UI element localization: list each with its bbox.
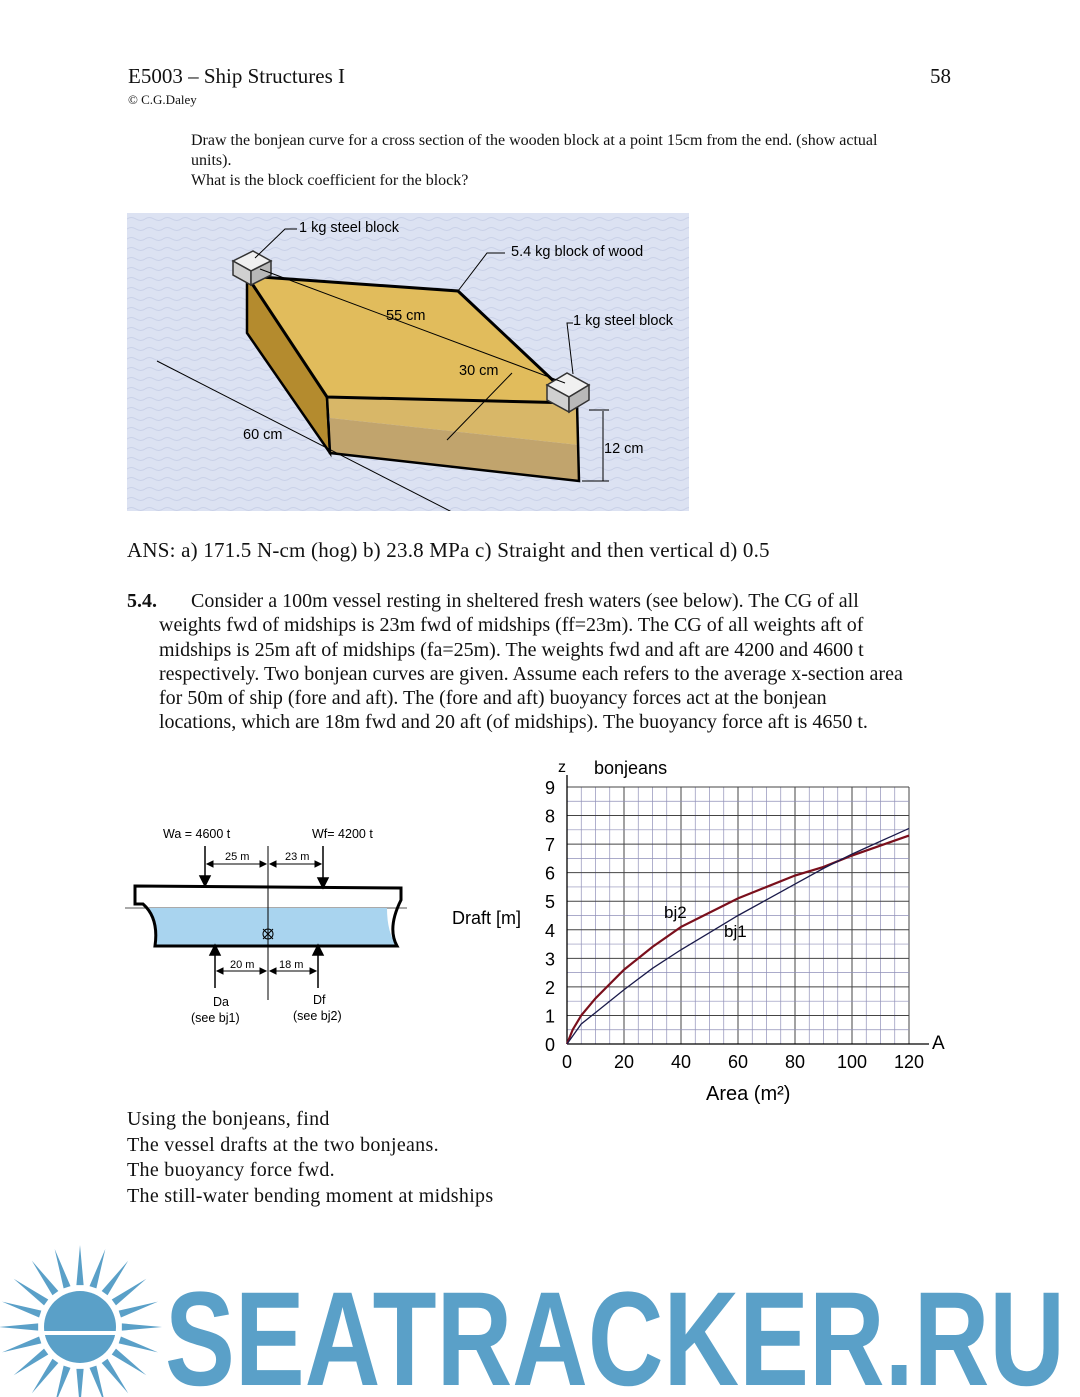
sun-ray: [14, 1349, 49, 1376]
y-tick-label: 7: [544, 835, 555, 856]
y-tick-label: 9: [544, 778, 555, 798]
series-label-bj2: bj2: [664, 903, 687, 922]
problem-line: Consider a 100m vessel resting in sheltered fresh waters (see below). The CG of all: [191, 590, 859, 612]
y-axis-label: Draft [m]: [452, 908, 522, 928]
find-item: The still-water bending moment at midships: [127, 1184, 494, 1207]
sun-ray: [112, 1349, 147, 1376]
x-tick-label: 0: [561, 1052, 573, 1072]
sun-ray: [102, 1261, 129, 1296]
seatracker-watermark: [0, 1235, 1080, 1397]
submerged-hull: [149, 908, 397, 946]
copyright-notice: © C.G.Daley: [128, 92, 197, 107]
problem-line: locations, which are 18m fwd and 20 aft (of midships). The buoyancy force aft is 4650 t.: [159, 711, 868, 734]
sun-ray: [112, 1279, 147, 1306]
bonjean-chart: [440, 752, 960, 1112]
problem-line: respectively. Two bonjean curves are given. Assume each refers to the average x-section area: [159, 662, 903, 685]
sun-ray: [89, 1366, 105, 1397]
find-item: The buoyancy force fwd.: [127, 1159, 335, 1181]
label-height-12cm: 12 cm: [604, 441, 644, 457]
sun-ray: [2, 1302, 41, 1318]
document-header-title: E5003 – Ship Structures I: [128, 64, 345, 88]
y-tick-label: 0: [544, 1035, 555, 1055]
y-tick-label: 8: [544, 806, 555, 827]
sun-ray: [119, 1336, 158, 1352]
sun-ray: [76, 1369, 83, 1397]
problem-line: weights fwd of midships is 23m fwd of midships (ff=23m). The CG of all weights aft of: [159, 614, 864, 637]
sun-ray: [89, 1249, 105, 1288]
y-tick-label: 1: [544, 1006, 555, 1027]
label-weight-fwd: Wf= 4200 t: [312, 827, 373, 841]
y-tick-label: 2: [544, 977, 555, 998]
axis-z-label: z: [558, 759, 566, 776]
sun-ray: [0, 1323, 38, 1330]
x-tick-label: 60: [727, 1052, 749, 1072]
sun-ray: [32, 1261, 59, 1296]
question-line: Draw the bonjean curve for a cross section of the wooden block at a point 15cm from the end. (show actual: [191, 132, 878, 149]
sun-ray: [55, 1249, 71, 1288]
sun-ray: [119, 1302, 158, 1318]
y-tick-label: 6: [544, 863, 555, 884]
question-line: units).: [191, 152, 232, 169]
sun-ray: [76, 1245, 83, 1285]
sun-ray: [32, 1359, 59, 1394]
answer-line: ANS: a) 171.5 N-cm (hog) b) 23.8 MPa c) Straight and then vertical d) 0.5: [127, 538, 770, 562]
sun-horizon: [40, 1331, 120, 1335]
y-tick-label: 4: [544, 920, 555, 941]
question-text: [191, 131, 961, 191]
label-draft-fwd: Df: [313, 993, 326, 1007]
find-item: The vessel drafts at the two bonjeans.: [127, 1133, 439, 1156]
label-dist-25m: 25 m: [225, 851, 250, 863]
axis-a-label: A: [932, 1033, 945, 1054]
problem-number: 5.4.: [127, 590, 157, 612]
problem-line: midships is 25m aft of midships (fa=25m). The weights fwd and aft are 4200 and 4600 t: [159, 638, 864, 661]
label-dist-23m: 23 m: [285, 851, 310, 863]
x-tick-label: 80: [784, 1052, 806, 1072]
x-axis-label: Area (m²): [706, 1083, 791, 1105]
label-length-60cm: 60 cm: [243, 427, 283, 443]
wooden-block-figure: [127, 213, 689, 511]
find-list: [127, 1107, 493, 1209]
sun-ray: [14, 1279, 49, 1306]
label-weight-aft: Wa = 4600 t: [163, 827, 231, 841]
x-tick-label: 20: [613, 1052, 635, 1072]
label-draft-aft-note: (see bj1): [191, 1011, 240, 1025]
x-tick-label: 40: [670, 1052, 692, 1072]
label-steel-block-2: 1 kg steel block: [573, 313, 673, 329]
watermark-text: SEATRACKER.RU: [165, 1265, 1065, 1397]
sun-ray: [122, 1323, 162, 1330]
problem-5-4: [127, 589, 967, 735]
label-wood-block: 5.4 kg block of wood: [511, 244, 644, 260]
x-tick-label: 100: [836, 1052, 868, 1072]
page-number: 58: [930, 64, 951, 88]
y-tick-label: 5: [544, 892, 555, 913]
question-line: What is the block coefficient for the block?: [191, 172, 469, 189]
sun-disc: [44, 1291, 116, 1363]
label-dist-18m: 18 m: [279, 959, 304, 971]
sun-ray: [102, 1359, 129, 1394]
series-label-bj1: bj1: [724, 922, 747, 941]
chart-title: bonjeans: [594, 758, 668, 778]
find-item: Using the bonjeans, find: [127, 1108, 330, 1130]
label-length-55cm: 55 cm: [386, 308, 426, 324]
label-steel-block-1: 1 kg steel block: [299, 220, 399, 236]
problem-line: for 50m of ship (fore and aft). The (fore and aft) buoyancy forces act at the bonjean: [159, 687, 827, 710]
x-tick-label: 120: [893, 1052, 925, 1072]
sun-ray: [2, 1336, 41, 1352]
ship-load-diagram: [125, 818, 415, 1033]
label-dist-20m: 20 m: [230, 959, 255, 971]
sun-ray: [55, 1366, 71, 1397]
y-tick-label: 3: [544, 949, 555, 970]
label-width-30cm: 30 cm: [459, 363, 499, 379]
sun-logo-icon: [0, 1245, 162, 1397]
label-draft-fwd-note: (see bj2): [293, 1009, 342, 1023]
label-draft-aft: Da: [213, 995, 229, 1009]
